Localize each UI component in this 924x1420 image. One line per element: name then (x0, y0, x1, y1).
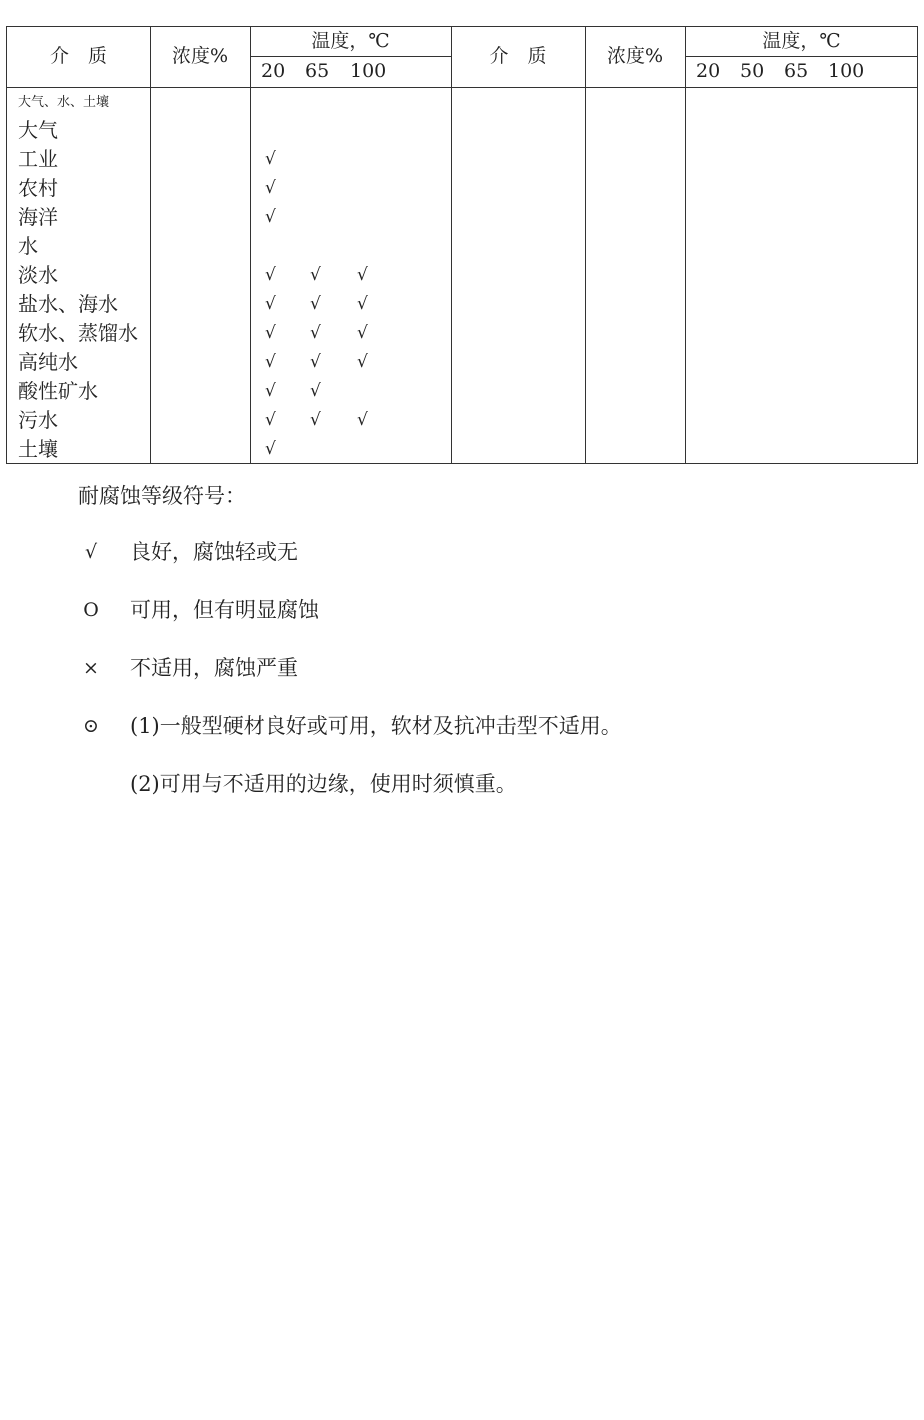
table-row-label: 污水 (18, 408, 58, 432)
cross-symbol: × (83, 657, 99, 679)
table-row-label: 海洋 (18, 205, 58, 229)
check-mark: √ (265, 265, 276, 285)
temp-100-left: 100 (350, 60, 387, 82)
table-row-label: 工业 (18, 147, 58, 171)
table-row-label: 高纯水 (18, 350, 78, 374)
table-row-label: 大气 (18, 118, 58, 142)
legend-text: (1)一般型硬材良好或可用，软材及抗冲击型不适用。 (130, 714, 622, 738)
circle-symbol: O (83, 599, 99, 621)
header-medium-right: 介 质 (489, 45, 547, 67)
table-row-label: 大气、水、土壤 (18, 95, 110, 110)
header-bottom-divider (7, 87, 917, 88)
legend-text: 良好，腐蚀轻或无 (130, 540, 298, 564)
temp-subheader-divider (250, 56, 451, 57)
legend-text: 不适用，腐蚀严重 (130, 656, 298, 680)
legend-text: (2)可用与不适用的边缘，使用时须慎重。 (130, 772, 517, 796)
check-mark: √ (265, 381, 276, 401)
check-mark: √ (310, 410, 321, 430)
check-mark: √ (265, 439, 276, 459)
check-mark: √ (265, 178, 276, 198)
col-divider (451, 27, 452, 463)
temp-100-right: 100 (828, 60, 865, 82)
check-mark: √ (357, 294, 368, 314)
check-mark: √ (310, 265, 321, 285)
check-mark: √ (310, 381, 321, 401)
check-mark: √ (357, 352, 368, 372)
temp-20-left: 20 (261, 60, 286, 82)
table-row-label: 土壤 (18, 437, 58, 461)
temp-50-right: 50 (740, 60, 765, 82)
header-temperature-left: 温度，℃ (311, 30, 390, 52)
header-concentration-left: 浓度% (171, 45, 229, 67)
temp-65-left: 65 (305, 60, 330, 82)
legend-title: 耐腐蚀等级符号： (78, 484, 246, 508)
check-mark: √ (357, 323, 368, 343)
temp-65-right: 65 (784, 60, 809, 82)
corrosion-resistance-table (6, 26, 918, 464)
check-mark: √ (310, 294, 321, 314)
check-mark: √ (265, 352, 276, 372)
header-medium-left: 介 质 (49, 45, 107, 67)
table-row-label: 盐水、海水 (18, 292, 118, 316)
table-row-label: 农村 (18, 176, 58, 200)
check-mark: √ (265, 294, 276, 314)
legend-text: 可用，但有明显腐蚀 (130, 598, 319, 622)
table-row-label: 淡水 (18, 263, 58, 287)
col-divider (685, 27, 686, 463)
header-concentration-right: 浓度% (606, 45, 664, 67)
col-divider (150, 27, 151, 463)
check-mark: √ (265, 323, 276, 343)
check-mark: √ (357, 410, 368, 430)
header-temperature-right: 温度，℃ (762, 30, 841, 52)
table-row-label: 水 (18, 234, 38, 258)
temp-subheader-divider (685, 56, 918, 57)
col-divider (585, 27, 586, 463)
check-mark: √ (265, 207, 276, 227)
check-mark: √ (310, 323, 321, 343)
check-mark: √ (265, 149, 276, 169)
temp-20-right: 20 (696, 60, 721, 82)
check-mark: √ (310, 352, 321, 372)
check-mark: √ (357, 265, 368, 285)
check-symbol: √ (84, 541, 98, 563)
check-mark: √ (265, 410, 276, 430)
table-row-label: 软水、蒸馏水 (18, 321, 138, 345)
col-divider (250, 27, 251, 463)
table-row-label: 酸性矿水 (18, 379, 98, 403)
dot-circle-symbol: ⊙ (83, 715, 99, 737)
